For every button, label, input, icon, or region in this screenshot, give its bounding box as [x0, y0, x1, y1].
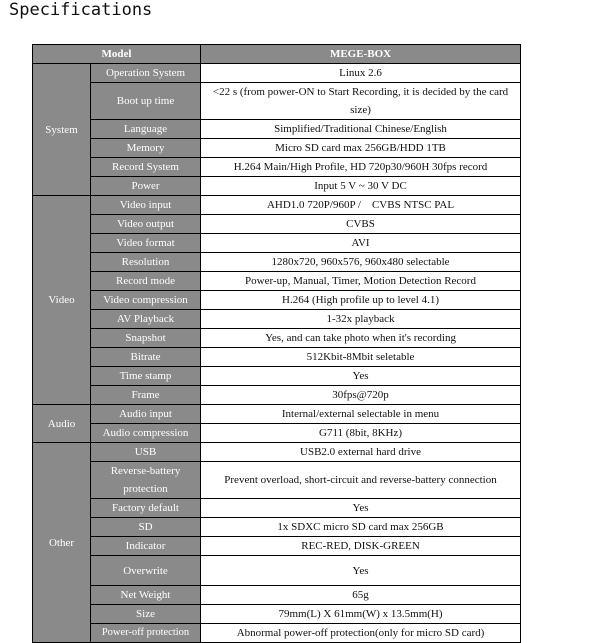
table-row: [33, 624, 521, 643]
table-row: [33, 120, 521, 139]
spec-value: G711 (8bit, 8KHz): [201, 424, 521, 443]
table-row: [33, 158, 521, 177]
spec-value: USB2.0 external hard drive: [201, 443, 521, 462]
spec-name: Indicator: [91, 537, 201, 556]
table-row: [33, 139, 521, 158]
spec-value: CVBS: [201, 215, 521, 234]
spec-value: Yes: [201, 367, 521, 386]
spec-name: Language: [91, 120, 201, 139]
spec-name: Memory: [91, 139, 201, 158]
header-model-value: MEGE-BOX: [201, 45, 521, 64]
spec-value: Simplified/Traditional Chinese/English: [201, 120, 521, 139]
table-row: [33, 253, 521, 272]
spec-value: <22 s (from power-ON to Start Recording, it is decided by the card size): [201, 83, 521, 120]
spec-value: 30fps@720p: [201, 386, 521, 405]
table-row: [33, 64, 521, 83]
spec-value: Yes: [201, 499, 521, 518]
table-row: [33, 537, 521, 556]
spec-name: Size: [91, 605, 201, 624]
spec-value: 79mm(L) X 61mm(W) x 13.5mm(H): [201, 605, 521, 624]
spec-name: Boot up time: [91, 83, 201, 120]
table-row: [33, 329, 521, 348]
spec-value: 1-32x playback: [201, 310, 521, 329]
table-row: [33, 386, 521, 405]
spec-name: Frame: [91, 386, 201, 405]
group-label-audio: Audio: [33, 405, 91, 443]
table-row: [33, 605, 521, 624]
table-row: [33, 367, 521, 386]
table-header-row: [33, 45, 521, 64]
spec-name: Power: [91, 177, 201, 196]
table-row: [33, 586, 521, 605]
spec-name: Bitrate: [91, 348, 201, 367]
table-row: [33, 177, 521, 196]
spec-name: Operation System: [91, 64, 201, 83]
spec-name: Net Weight: [91, 586, 201, 605]
spec-name: Overwrite: [91, 556, 201, 586]
table-row: [33, 405, 521, 424]
spec-value: REC-RED, DISK-GREEN: [201, 537, 521, 556]
spec-name: Video compression: [91, 291, 201, 310]
table-row: [33, 291, 521, 310]
spec-value: Yes: [201, 556, 521, 586]
table-row: [33, 348, 521, 367]
spec-value: H.264 Main/High Profile, HD 720p30/960H 30fps record: [201, 158, 521, 177]
spec-name: Time stamp: [91, 367, 201, 386]
spec-name: Factory default: [91, 499, 201, 518]
page-title: Specifications: [9, 0, 153, 20]
spec-name: Record mode: [91, 272, 201, 291]
table-row: [33, 215, 521, 234]
spec-value: AHD1.0 720P/960P / CVBS NTSC PAL: [201, 196, 521, 215]
spec-value: H.264 (High profile up to level 4.1): [201, 291, 521, 310]
spec-name: Audio input: [91, 405, 201, 424]
table-row: [33, 272, 521, 291]
group-label-other: Other: [33, 443, 91, 643]
table-row: [33, 518, 521, 537]
specifications-table: [32, 44, 521, 643]
spec-value: Abnormal power-off protection(only for micro SD card): [201, 624, 521, 643]
table-row: [33, 310, 521, 329]
spec-value: Power-up, Manual, Timer, Motion Detection Record: [201, 272, 521, 291]
spec-name: Resolution: [91, 253, 201, 272]
spec-value: AVI: [201, 234, 521, 253]
header-model-label: Model: [33, 45, 201, 64]
spec-name: Video input: [91, 196, 201, 215]
table-row: [33, 196, 521, 215]
table-row: [33, 499, 521, 518]
spec-value: 1280x720, 960x576, 960x480 selectable: [201, 253, 521, 272]
group-label-system: System: [33, 64, 91, 196]
spec-value: Input 5 V ~ 30 V DC: [201, 177, 521, 196]
spec-name: Reverse-battery protection: [91, 462, 201, 499]
spec-value: Prevent overload, short-circuit and reverse-battery connection: [201, 462, 521, 499]
table-row: [33, 443, 521, 462]
spec-name: USB: [91, 443, 201, 462]
spec-value: 65g: [201, 586, 521, 605]
spec-name: Record System: [91, 158, 201, 177]
spec-value: 1x SDXC micro SD card max 256GB: [201, 518, 521, 537]
spec-value: Yes, and can take photo when it's recording: [201, 329, 521, 348]
spec-name: Audio compression: [91, 424, 201, 443]
spec-value: Internal/external selectable in menu: [201, 405, 521, 424]
spec-value: Linux 2.6: [201, 64, 521, 83]
spec-name: SD: [91, 518, 201, 537]
spec-name: Video output: [91, 215, 201, 234]
table-row: [33, 424, 521, 443]
group-label-video: Video: [33, 196, 91, 405]
table-row: [33, 234, 521, 253]
spec-name: Snapshot: [91, 329, 201, 348]
spec-name: Power-off protection: [91, 624, 201, 643]
table-row: [33, 556, 521, 586]
table-row: [33, 462, 521, 499]
spec-name: Video format: [91, 234, 201, 253]
spec-value: 512Kbit-8Mbit seletable: [201, 348, 521, 367]
spec-name: AV Playback: [91, 310, 201, 329]
spec-value: Micro SD card max 256GB/HDD 1TB: [201, 139, 521, 158]
table-row: [33, 83, 521, 120]
